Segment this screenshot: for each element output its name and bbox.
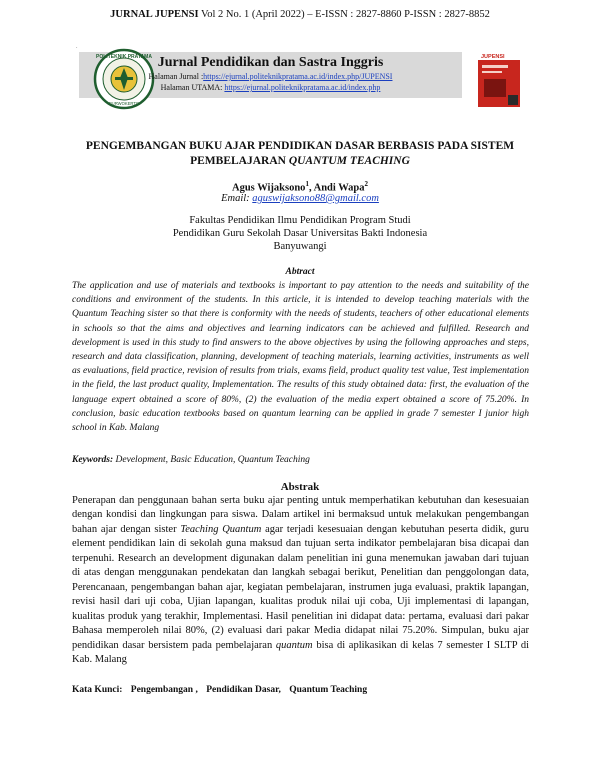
abstract-en-body: The application and use of materials and textbooks is important to pay attention to the needs and suitability of the conditions and environment of the students. In this article, it is intended to develop teaching materials with the Quantum Teaching sister so that there is conformity with the needs of students, teachers of other educational elements in schools so that the aims and objectives and learning indicators can be achieved and fulfilled. Research and development is used in this study to find answers to the above objectives by using the following approaches and steps, research and data classification, planning, development of teaching materials, learning activities, instruments as well as evaluations, field practice, revision of results from trials, exams field, product quality test value, Test implementation in the field, the last product quality, Implementation. The results of this study obtained data: first, the evaluation of the language expert obtained a score of 80%, (2) the evaluation of the media expert obtained a score of 75.20%. In conclusion, basic education textbooks based on quantum learning can be applied in grade 7 semester I junior high school in Kab. Malang [72, 281, 529, 434]
affiliation-line-2: Pendidikan Guru Sekolah Dasar Universitas Bakti Indonesia [172, 228, 428, 239]
author-list: Agus Wijaksono$^1$, Andi Wapa$^2$ [232, 180, 368, 194]
main-page-line [79, 83, 462, 92]
cover-text: JUPENSI [481, 54, 505, 60]
paper-title [60, 139, 540, 169]
running-header [0, 9, 600, 20]
keywords-en-list: Development, Basic Education, Quantum Teaching [113, 455, 310, 465]
author-2: Andi Wapa [313, 182, 365, 194]
main-page-label: Halaman UTAMA: [160, 83, 225, 92]
kata-kunci-1: Pengembangan , [130, 685, 198, 695]
kata-kunci-2: Pendidikan Dasar, [206, 685, 281, 695]
keywords-en-label: Keywords: [72, 455, 114, 465]
abstrak-heading: Abstrak [280, 481, 320, 493]
abstract-en-heading: Abtract [285, 267, 315, 277]
journal-page-link[interactable]: https://ejurnal.politeknikpratama.ac.id/index.php/JUPENSI [203, 72, 393, 81]
author-1: Agus Wijaksono [232, 182, 306, 194]
email-link[interactable]: aguswijaksono88@gmail.com [252, 193, 379, 204]
kata-kunci [72, 685, 373, 695]
title-line-1: PENGEMBANGAN BUKU AJAR PENDIDIKAN DASAR BERBASIS PADA SISTEM [85, 140, 515, 152]
logo-text: POLITEKNIK PRATAMA [96, 54, 152, 60]
affiliation-line-3: Banyuwangi [273, 241, 327, 252]
abstrak-body: Penerapan dan penggunaan bahan serta buku ajar penting untuk memperhatikan kebutuhan dan kesesuaian dengan kondisi dan lingkungan para siswa. Dalam artikel ini bermaksud untuk melakukan pengembangan bahan ajar dengan sister Teaching Quantum agar terjadi kesesuaian dengan kebutuhan peserta didik, guru element pendidikan lain di sekolah guna maksud dan tujuan serta indikator pembelajaran bisa dicapai dan terpenuhi. Research an development digunakan dalam penelitian ini guna menemukan jawaban dari tujuan di atas dengan menggunakan pendekatan dan langkah sebagai berikut, Penelitian dan penggolongan data, Perencanaan, pengembangan bahan ajar, kegiatan pembelajaran, instrumen juga evaluasi, praktik lapangan, revisi hasil dari uji coba, Ujian lapangan, kualitas produk nilai uji coba, Uji implementasi di lapangan, kualitas produk yang terakhir, Implementasi. Hasil penelitian ini didapat data: pertama, evaluasi dari pakar Bahasa memperoleh nilai 80%, (2) evaluasi dari pakar Media didapat nilai 75.20%. Simpulan, buku ajar pendidikan dasar bersistem pada pembelajaran quantum bisa di aplikasikan di kelas 7 semester I SLTP di Kab. Malang [72, 495, 530, 665]
journal-page-line [79, 72, 462, 81]
title-italic: QUANTUM TEACHING [288, 155, 410, 167]
decorative-dot: . [76, 44, 78, 50]
journal-details: Vol 2 No. 1 (April 2022) – E-ISSN : 2827-8860 P-ISSN : 2827-8852 [200, 9, 490, 20]
journal-title: Jurnal Pendidikan dan Sastra Inggris [157, 55, 384, 70]
journal-page-label: Halaman Jurnal : [148, 72, 204, 81]
affiliation-line-1: Fakultas Pendidikan Ilmu Pendidikan Program Studi [189, 215, 411, 226]
logo-subtext: PURWOKERTO [108, 101, 140, 106]
journal-cover-thumbnail [478, 51, 520, 107]
email-line: Email: aguswijaksono88@gmail.com [221, 193, 379, 204]
kata-kunci-3: Quantum Teaching [289, 685, 368, 695]
keywords-en [72, 455, 310, 465]
title-line-2: PEMBELAJARAN QUANTUM TEACHING [190, 155, 410, 167]
main-page-link[interactable]: https://ejurnal.politeknikpratama.ac.id/index.php [224, 83, 381, 92]
journal-name: JURNAL JUPENSI [110, 9, 199, 20]
kata-kunci-label: Kata Kunci: [72, 685, 123, 695]
